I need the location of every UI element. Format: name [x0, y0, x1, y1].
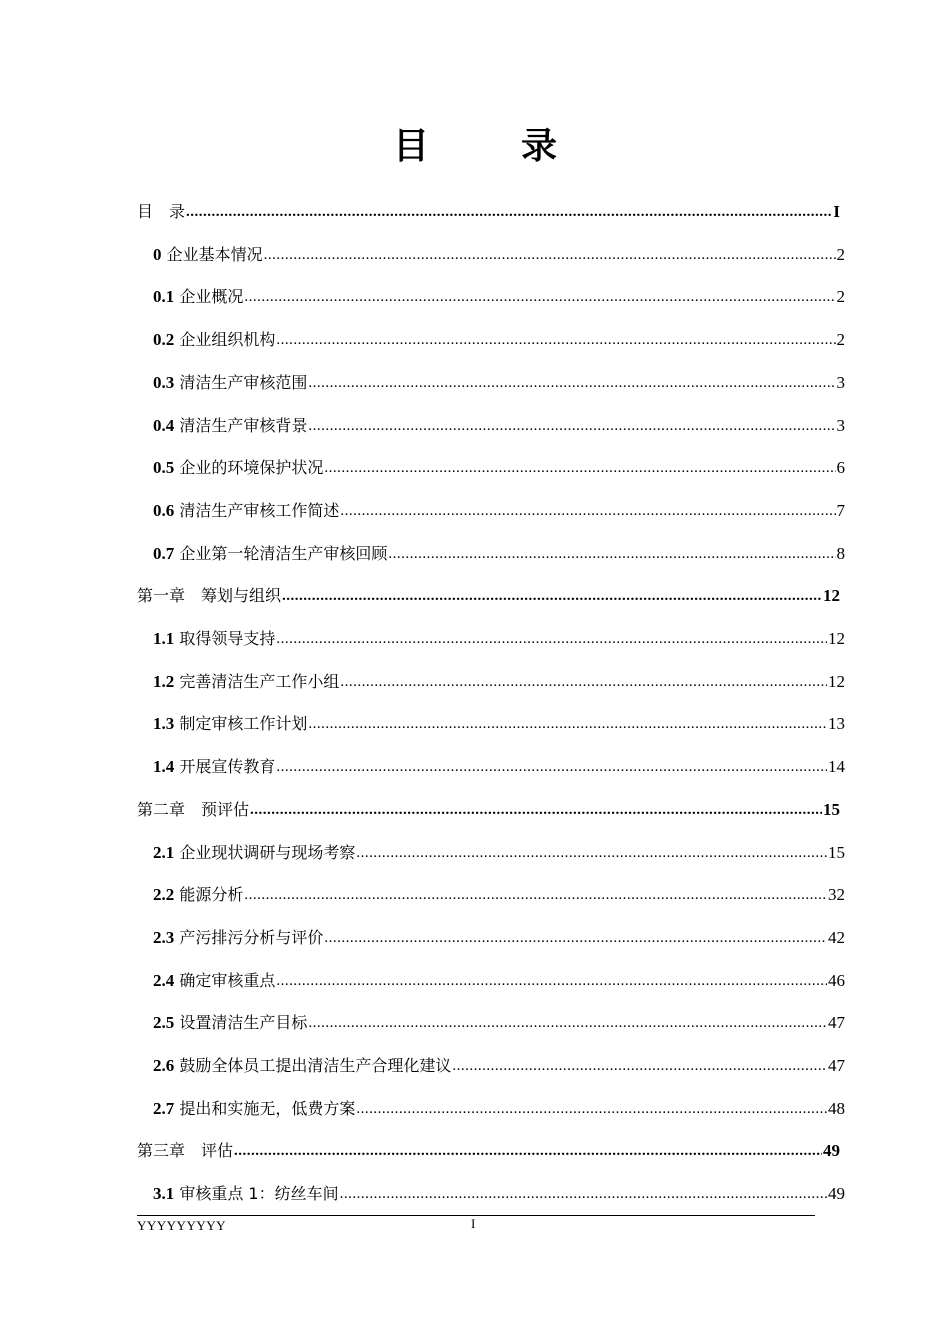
- toc-page-number: 15: [828, 843, 845, 862]
- toc-dot-leader: [452, 1055, 827, 1077]
- toc-entry-label: [153, 671, 339, 693]
- toc-chapter-entry[interactable]: [137, 1132, 840, 1162]
- toc-section-entry[interactable]: [153, 278, 845, 308]
- toc-page-number: 12: [823, 586, 840, 605]
- toc-section-entry[interactable]: [153, 236, 845, 266]
- toc-dot-leader: [250, 799, 822, 821]
- toc-entry-label: [153, 286, 243, 308]
- toc-entry-label: [153, 329, 275, 351]
- toc-entry-text: 清洁生产审核背景: [174, 416, 308, 435]
- toc-dot-leader: [324, 457, 835, 479]
- toc-section-entry[interactable]: [153, 962, 845, 992]
- toc-section-entry[interactable]: [153, 620, 845, 650]
- toc-section-entry[interactable]: [153, 364, 845, 394]
- toc-entry-text: 提出和实施无，低费方案: [174, 1099, 356, 1118]
- toc-chapter-entry[interactable]: [137, 577, 840, 607]
- toc-page-number: 42: [828, 928, 845, 947]
- toc-dot-leader: [324, 927, 827, 949]
- toc-entry-label: [153, 713, 307, 735]
- toc-entry-label: [153, 372, 307, 394]
- toc-entry-text: 能源分析: [174, 885, 244, 904]
- toc-page-number: 49: [828, 1184, 845, 1203]
- toc-dot-leader: [308, 1012, 827, 1034]
- toc-entry-label: [137, 799, 249, 821]
- toc-page-number: 14: [828, 757, 845, 776]
- toc-entry-text: 企业基本情况: [161, 245, 263, 264]
- toc-entry-label: [153, 927, 323, 949]
- toc-page-number: 3: [836, 416, 845, 435]
- toc-entry-text: 企业第一轮清洁生产审核回顾: [174, 544, 388, 563]
- toc-page-number: 32: [828, 885, 845, 904]
- toc-dot-leader: [244, 286, 835, 308]
- toc-entry-text: 第三章 评估: [137, 1141, 234, 1160]
- toc-entry-label: [137, 201, 185, 223]
- toc-entry-label: [153, 970, 275, 992]
- toc-section-number: 1.4: [153, 757, 175, 776]
- toc-section-number: 2.5: [153, 1013, 175, 1032]
- toc-entry-label: [153, 457, 323, 479]
- toc-entry-text: 审核重点 1：纺丝车间: [174, 1184, 339, 1203]
- toc-dot-leader: [282, 585, 822, 607]
- toc-section-number: 2.6: [153, 1056, 175, 1075]
- toc-section-number: 2.3: [153, 928, 175, 947]
- toc-section-number: 2.4: [153, 971, 175, 990]
- footer-divider: [137, 1215, 815, 1216]
- toc-entry-text: 产污排污分析与评价: [174, 928, 324, 947]
- toc-page-number: 15: [823, 800, 840, 819]
- toc-dot-leader: [276, 628, 827, 650]
- toc-section-number: 2.2: [153, 885, 175, 904]
- toc-dot-leader: [186, 201, 832, 223]
- toc-section-entry[interactable]: [153, 663, 845, 693]
- toc-dot-leader: [356, 842, 827, 864]
- toc-section-entry[interactable]: [153, 407, 845, 437]
- toc-section-entry[interactable]: [153, 834, 845, 864]
- toc-page-number: 47: [828, 1056, 845, 1075]
- toc-section-number: 0.3: [153, 373, 175, 392]
- toc-dot-leader: [308, 372, 835, 394]
- toc-page-number: 12: [828, 672, 845, 691]
- footer-document-code: YYYYYYYYY: [137, 1218, 226, 1233]
- toc-entry-text: 企业组织机构: [174, 330, 276, 349]
- toc-entry-label: [137, 585, 281, 607]
- toc-section-number: 1.1: [153, 629, 175, 648]
- toc-section-entry[interactable]: [153, 1047, 845, 1077]
- toc-dot-leader: [356, 1098, 827, 1120]
- toc-entry-text: 开展宣传教育: [174, 757, 276, 776]
- toc-entry-text: 确定审核重点: [174, 971, 276, 990]
- toc-entry-text: 第一章 筹划与组织: [137, 586, 282, 605]
- toc-dot-leader: [340, 1183, 827, 1205]
- toc-dot-leader: [276, 329, 835, 351]
- toc-section-number: 2.7: [153, 1099, 175, 1118]
- toc-page-number: 13: [828, 714, 845, 733]
- toc-page-number: 3: [836, 373, 845, 392]
- toc-section-entry[interactable]: [153, 748, 845, 778]
- toc-entry-label: [137, 1140, 233, 1162]
- toc-entry-text: 第二章 预评估: [137, 800, 250, 819]
- toc-entry-label: [153, 500, 339, 522]
- toc-section-number: 2.1: [153, 843, 175, 862]
- toc-page-number: 6: [836, 458, 845, 477]
- toc-section-number: 1.3: [153, 714, 175, 733]
- toc-page-number: 12: [828, 629, 845, 648]
- toc-entry-label: [153, 1098, 355, 1120]
- toc-entry-label: [153, 842, 355, 864]
- toc-page-number: 8: [836, 544, 845, 563]
- toc-section-number: 1.2: [153, 672, 175, 691]
- toc-entry-label: [153, 244, 263, 266]
- toc-entry-text: 清洁生产审核工作简述: [174, 501, 340, 520]
- toc-entry-label: [153, 884, 243, 906]
- toc-entry-text: 企业现状调研与现场考察: [174, 843, 356, 862]
- toc-section-number: 0.4: [153, 416, 175, 435]
- toc-section-entry[interactable]: [153, 876, 845, 906]
- toc-section-number: 0.7: [153, 544, 175, 563]
- toc-section-entry[interactable]: [153, 1090, 845, 1120]
- toc-dot-leader: [276, 756, 827, 778]
- toc-entry-label: [153, 628, 275, 650]
- toc-dot-leader: [264, 244, 836, 266]
- toc-section-number: 0.6: [153, 501, 175, 520]
- toc-page-number: 48: [828, 1099, 845, 1118]
- toc-page-number: 2: [836, 287, 845, 306]
- toc-section-number: 0.5: [153, 458, 175, 477]
- toc-dot-leader: [308, 415, 835, 437]
- toc-section-entry[interactable]: [153, 321, 845, 351]
- toc-chapter-entry[interactable]: [137, 791, 840, 821]
- toc-section-entry[interactable]: [153, 492, 845, 522]
- toc-dot-leader: [340, 500, 835, 522]
- toc-dot-leader: [244, 884, 827, 906]
- toc-entry-text: 设置清洁生产目标: [174, 1013, 308, 1032]
- toc-section-number: 3.1: [153, 1184, 175, 1203]
- toc-entry-text: 取得领导支持: [174, 629, 276, 648]
- toc-entry-text: 鼓励全体员工提出清洁生产合理化建议: [174, 1056, 452, 1075]
- toc-page-number: 49: [823, 1141, 840, 1160]
- toc-section-number: 0: [153, 245, 162, 264]
- toc-section-entry[interactable]: [153, 449, 845, 479]
- toc-dot-leader: [234, 1140, 822, 1162]
- toc-page-number: 2: [836, 330, 845, 349]
- toc-page-number: 46: [828, 971, 845, 990]
- toc-entry-label: [153, 756, 275, 778]
- toc-entry-label: [153, 543, 387, 565]
- toc-entry-text: 制定审核工作计划: [174, 714, 308, 733]
- toc-entry-label: [153, 1055, 451, 1077]
- page-title: 目 录: [392, 126, 585, 167]
- toc-section-entry[interactable]: [153, 535, 845, 565]
- toc-section-entry[interactable]: [153, 919, 845, 949]
- toc-page-number: 47: [828, 1013, 845, 1032]
- toc-entry-label: [153, 1183, 339, 1205]
- toc-section-entry[interactable]: [153, 1004, 845, 1034]
- toc-section-number: 0.1: [153, 287, 175, 306]
- toc-section-entry[interactable]: [153, 705, 845, 735]
- toc-entry-text: 清洁生产审核范围: [174, 373, 308, 392]
- toc-entry-label: [153, 1012, 307, 1034]
- toc-page-number: 7: [836, 501, 845, 520]
- toc-section-entry[interactable]: [153, 1175, 845, 1205]
- toc-entry-text: 目 录: [137, 202, 186, 221]
- toc-dot-leader: [340, 671, 827, 693]
- toc-dot-leader: [388, 543, 835, 565]
- footer-page-number: I: [471, 1216, 476, 1231]
- toc-chapter-entry[interactable]: [137, 193, 840, 223]
- toc-entry-text: 完善清洁生产工作小组: [174, 672, 340, 691]
- toc-entry-label: [153, 415, 307, 437]
- toc-page-number: I: [833, 202, 840, 221]
- toc-dot-leader: [276, 970, 827, 992]
- toc-page-number: 2: [836, 245, 845, 264]
- toc-entry-text: 企业概况: [174, 287, 244, 306]
- toc-dot-leader: [308, 713, 827, 735]
- toc-entry-text: 企业的环境保护状况: [174, 458, 324, 477]
- toc-section-number: 0.2: [153, 330, 175, 349]
